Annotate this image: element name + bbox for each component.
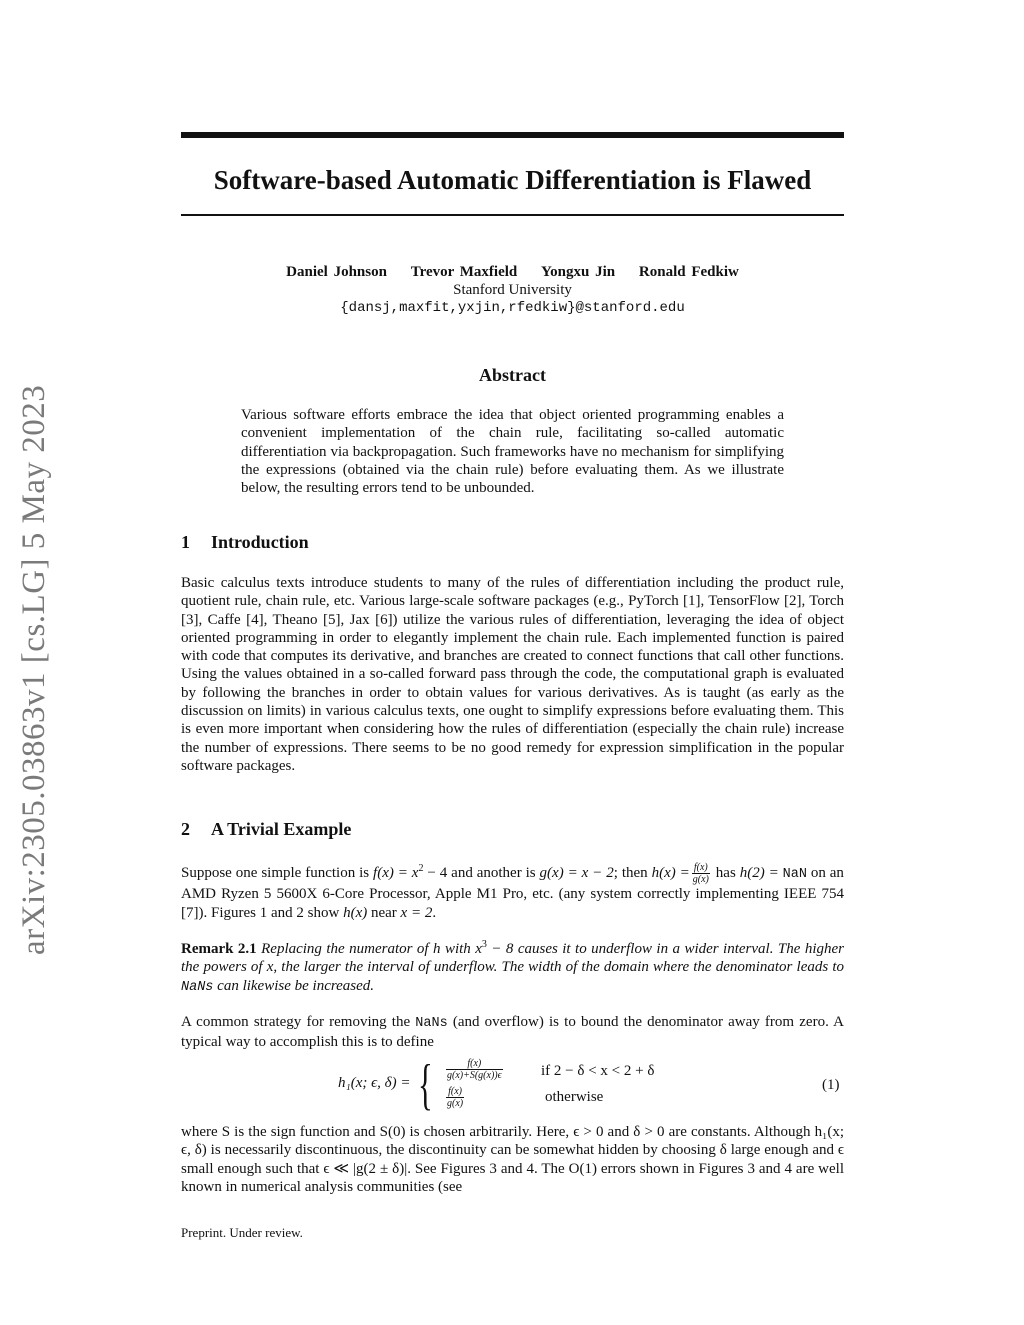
author: Trevor Maxfield: [410, 264, 518, 280]
section-heading-trivial-example: [181, 819, 351, 840]
paper-title: Software-based Automatic Differentiation is Flawed: [213, 165, 812, 195]
math-f: f(x) = x: [373, 864, 419, 881]
math-h: h: [433, 941, 441, 957]
case1-fraction: [446, 1058, 503, 1081]
text-span: Replacing the numerator of: [256, 941, 434, 957]
section-number: 2: [181, 819, 190, 839]
nan-code: NaN: [782, 866, 807, 882]
introduction-paragraph: Basic calculus texts introduce students to many of the rules of differentiation including the product rule, quotient rule, chain rule, etc. Various large-scale software packages (e.g., PyTorch [1], TensorFlow [2], Torch [3], Caffe [4], Theano [5], Jax [6]) utilize the various rules of differentiation, leveraging the idea of object oriented programming in order to elegantly implement the chain rule. Each implemented function is paired with code that computes its derivative, and branches are created to connect functions that call other functions. Using the values obtained in a so-called forward pass through the code, the computational graph is evaluated by following the branches in order to obtain values for various derivatives. As is taught (as early as the discussion on limits) in various calculus texts, one ought to simplify expressions before evaluating them. This is even more important when considering how the rules of differentiation (especially the chain rule) increase the number of expressions. There seems to be no good remedy for expression simplification in the popular software packages.: [181, 575, 844, 774]
case2-fraction: [446, 1086, 464, 1109]
nans-code: NaNs: [181, 979, 214, 995]
text-span: on an AMD Ryzen 5 5600X 6-Core Processor, Apple M1 Pro, etc. (any system correctly implementing IEEE 754 [7]). Figures 1 and 2 show: [181, 864, 844, 921]
math-exponent: 2: [418, 862, 424, 874]
math-g: g(x) = x − 2: [539, 864, 614, 881]
equation-number: (1): [822, 1077, 840, 1093]
fraction-denominator: g(x): [447, 1098, 464, 1109]
fraction-numerator: f(x): [446, 1086, 464, 1098]
text-span: with: [440, 941, 476, 957]
math-h2: h(2) =: [739, 864, 783, 881]
math-x: x: [475, 941, 482, 957]
author: Yongxu Jin: [541, 264, 616, 280]
equation-lhs: h₁(x; ϵ, δ) =: [338, 1075, 411, 1091]
text-span: has: [711, 864, 740, 881]
case1-condition: if 2 − δ < x < 2 + δ: [541, 1063, 655, 1079]
text-span: near: [367, 905, 401, 921]
math-h: h(x) =: [651, 864, 690, 881]
title-bottom-rule: [181, 214, 844, 216]
section-title: A Trivial Example: [211, 819, 352, 839]
author-list: [181, 262, 844, 282]
fraction-numerator: f(x): [446, 1058, 503, 1070]
text-span: A common strategy for removing the: [181, 1014, 416, 1030]
strategy-paragraph: [181, 1013, 844, 1052]
text-span: − 4 and another is: [423, 864, 540, 881]
nans-code: NaNs: [415, 1016, 448, 1031]
author: Daniel Johnson: [286, 264, 387, 280]
math-x: x: [266, 959, 274, 976]
text-span: − 8 causes it to underflow in a wider interval. The higher the powers of: [181, 941, 844, 976]
text-span: Suppose one simple function is: [181, 864, 374, 881]
section-title: Introduction: [211, 532, 309, 552]
case2-condition: otherwise: [545, 1089, 604, 1105]
example-paragraph: [181, 862, 844, 923]
fraction-denominator: g(x)+S(g(x))ϵ: [447, 1070, 502, 1081]
fraction-denominator: g(x): [692, 874, 709, 885]
arxiv-side-label: arXiv:2305.03863v1 [cs.LG] 5 May 2023: [16, 384, 52, 955]
text-span: (and overflow) is to bound the denominator away from zero. A typical way to accomplish this is to define: [181, 1014, 844, 1051]
author-email: {dansj,maxfit,yxjin,rfedkiw}@stanford.edu: [340, 300, 685, 316]
abstract-heading: Abstract: [479, 365, 546, 385]
remark-paragraph: [181, 940, 844, 997]
author: Ronald Fedkiw: [638, 264, 739, 280]
left-brace-icon: {: [418, 1054, 433, 1116]
section-number: 1: [181, 532, 190, 552]
fraction-numerator: f(x): [692, 862, 710, 874]
math-hx: h(x): [343, 905, 368, 921]
text-span: .: [432, 905, 437, 921]
title-top-rule: [181, 132, 844, 138]
math-fraction: [692, 862, 710, 885]
affiliation: Stanford University: [453, 282, 572, 298]
math-exponent: 3: [481, 939, 487, 950]
abstract-text: Various software efforts embrace the idea that object oriented programming enables a convenient implementation of the chain rule, facilitating so-called automatic differentiation via backpropagation. Such frameworks have no mechanism for simplifying the expressions (obtained via the chain rule) before evaluating them. As we illustrate below, the resulting errors tend to be unbounded.: [241, 407, 784, 497]
footer-note: Preprint. Under review.: [181, 1225, 303, 1240]
text-span: , the larger the interval of underflow. The width of the domain where the denominator leads to: [273, 959, 844, 976]
text-span: ; then: [613, 864, 652, 881]
section-heading-introduction: [181, 532, 309, 553]
text-span: can likewise be increased.: [213, 977, 375, 994]
math-x2: x = 2: [400, 905, 433, 921]
remark-label: Remark 2.1: [181, 941, 257, 957]
after-equation-paragraph: where S is the sign function and S(0) is chosen arbitrarily. Here, ϵ > 0 and δ > 0 are constants. Although h₁(x; ϵ, δ) is necessarily discontinuous, the discontinuity can be somewhat hidden by choosing δ large enough and ϵ small enough such that ϵ ≪ |g(2 ± δ)|. See Figures 3 and 4. The O(1) errors shown in Figures 3 and 4 are well known in numerical analysis communities (see: [181, 1124, 844, 1195]
